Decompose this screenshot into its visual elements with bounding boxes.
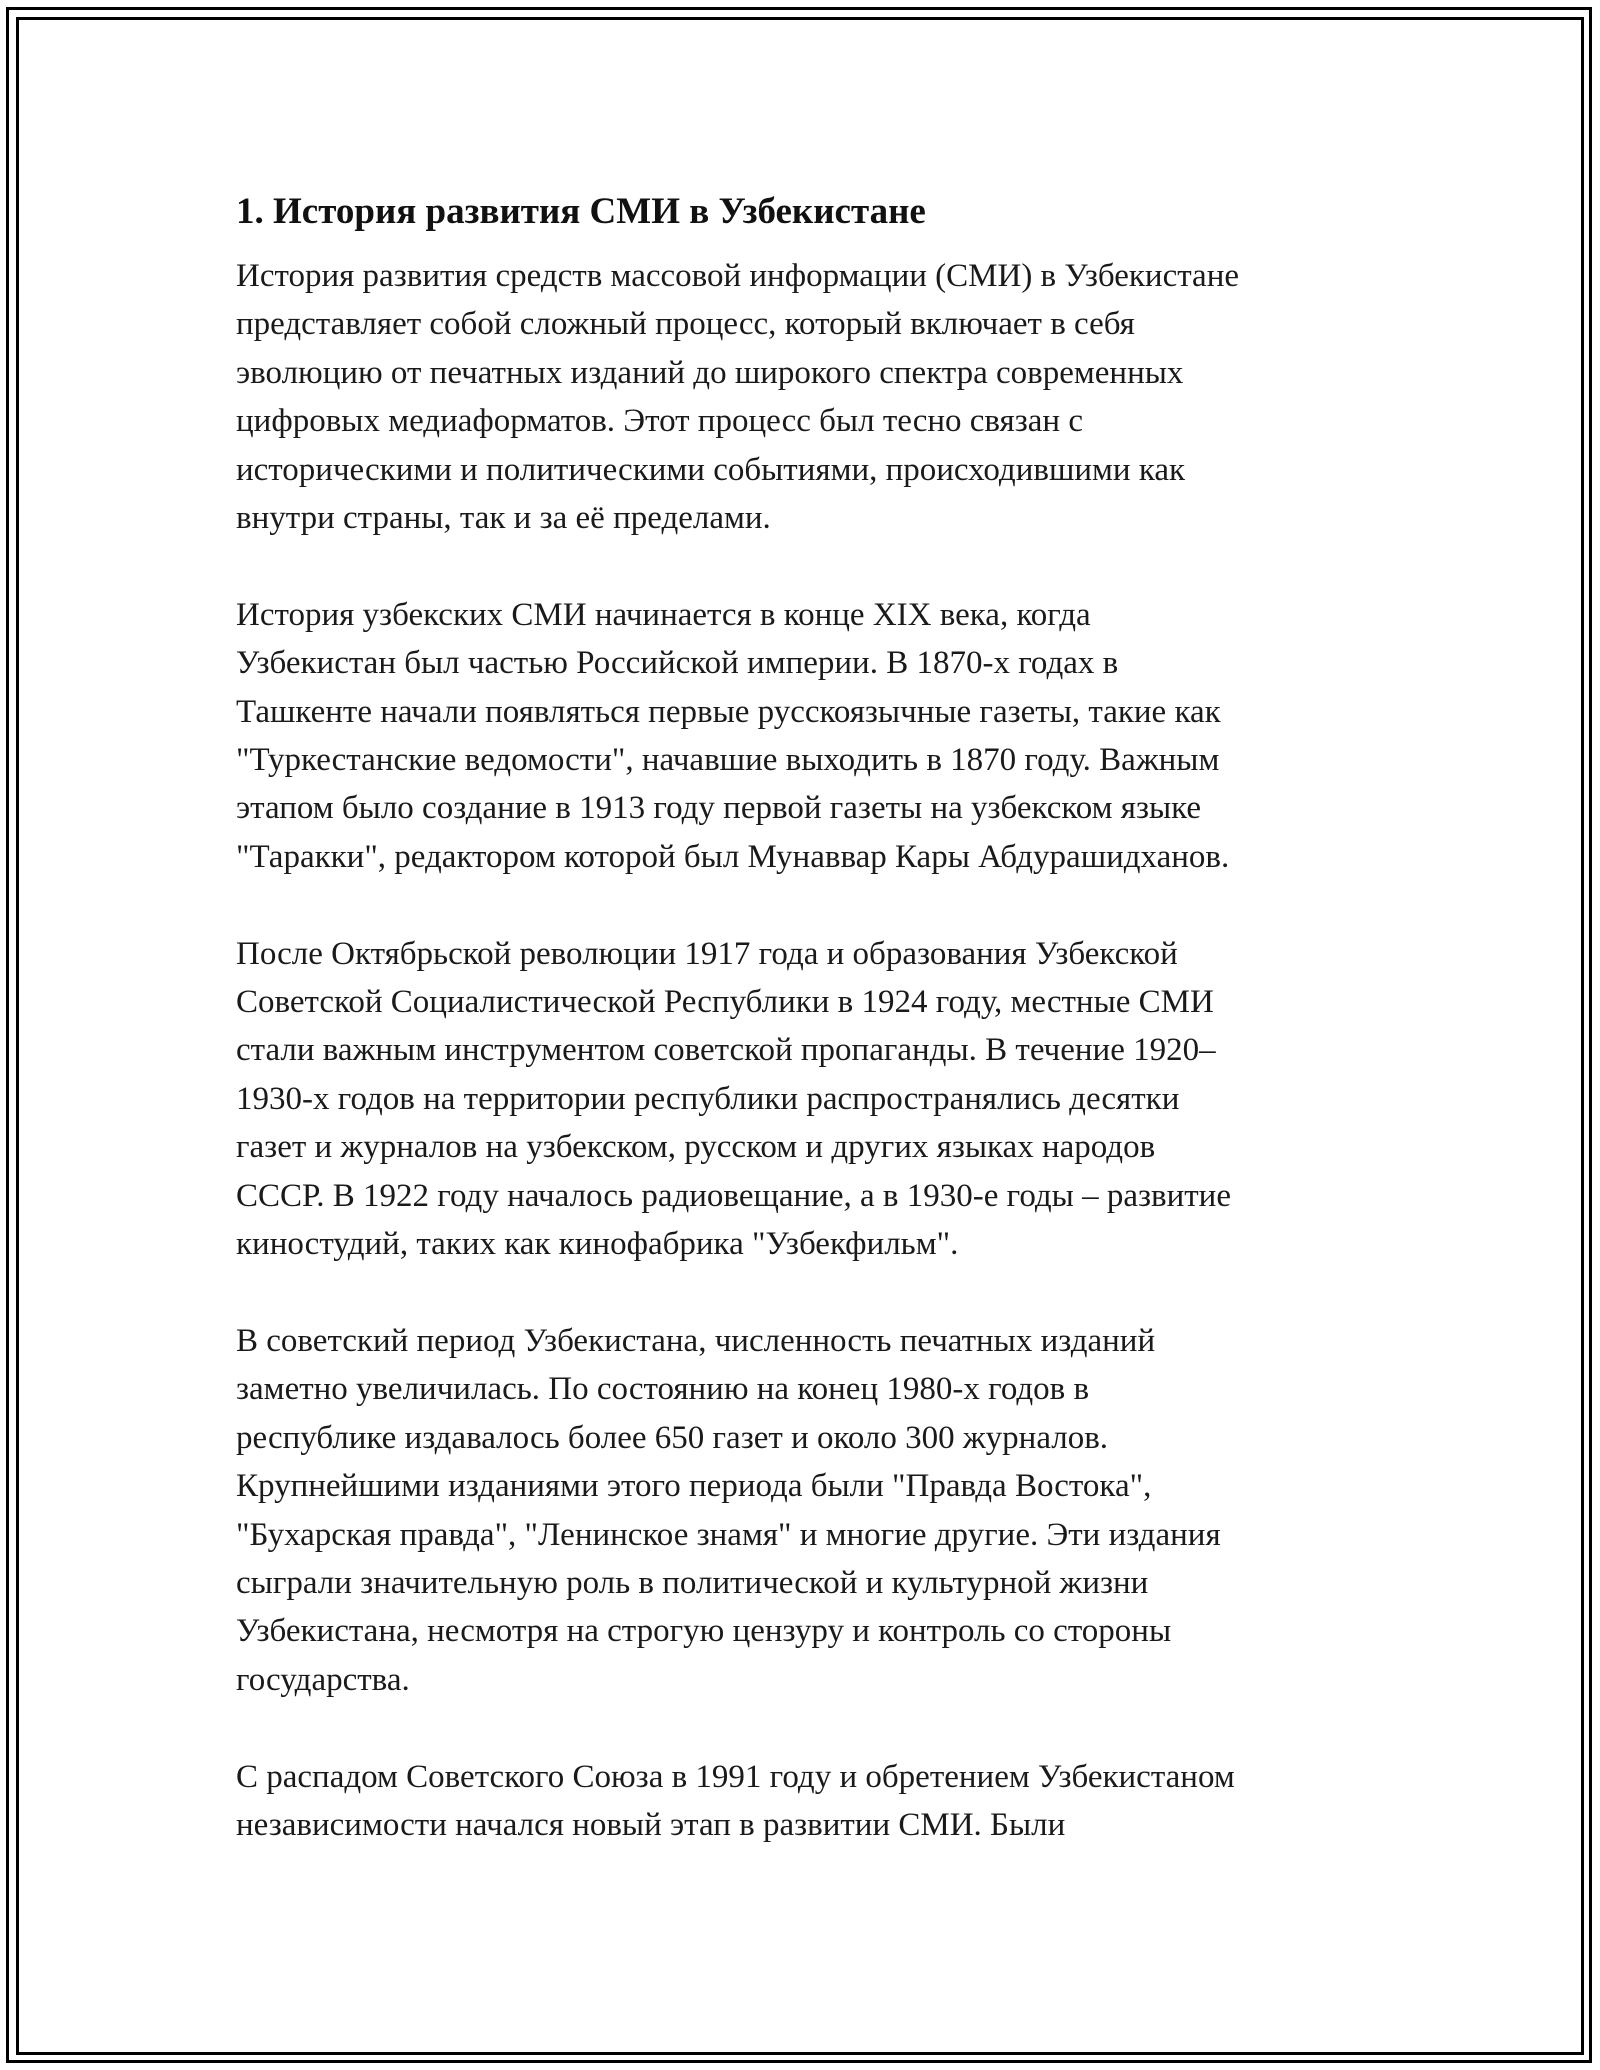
text-line: цифровых медиаформатов. Этот процесс был тесно связан с [236, 403, 1083, 440]
text-line: "Бухарская правда", "Ленинское знамя" и многие другие. Эти издания [236, 1516, 1221, 1553]
text-line: История узбекских СМИ начинается в конце XIX века, когда [236, 596, 1091, 633]
text-line: сыграли значительную роль в политической и культурной жизни [236, 1564, 1149, 1601]
text-line: этапом было создание в 1913 году первой газеты на узбекском языке [236, 790, 1202, 827]
paragraph [236, 930, 1376, 1269]
text-line: внутри страны, так и за её пределами. [236, 500, 771, 537]
text-line: республике издавалось более 650 газет и около 300 журналов. [236, 1419, 1109, 1456]
paragraph [236, 591, 1376, 881]
paragraph [236, 1317, 1376, 1704]
text-line: историческими и политическими событиями, происходившими как [236, 451, 1186, 488]
text-line: После Октябрьской революции 1917 года и образования Узбекской [236, 935, 1178, 972]
text-line: газет и журналов на узбекском, русском и других языках народов [236, 1129, 1156, 1166]
text-line: Советской Социалистической Республики в 1924 году, местные СМИ [236, 984, 1214, 1021]
text-line: эволюцию от печатных изданий до широкого спектра современных [236, 354, 1184, 391]
text-line: киностудий, таких как кинофабрика "Узбекфильм". [236, 1226, 959, 1263]
text-line: независимости начался новый этап в развитии СМИ. Были [236, 1806, 1066, 1843]
text-line: "Туркестанские ведомости", начавшие выходить в 1870 году. Важным [236, 742, 1220, 779]
text-line: заметно увеличилась. По состоянию на конец 1980-х годов в [236, 1371, 1090, 1408]
text-line: стали важным инструментом советской пропаганды. В течение 1920– [236, 1032, 1216, 1069]
text-line: Узбекистан был частью Российской империи. В 1870-х годах в [236, 645, 1119, 682]
paragraph [236, 1753, 1376, 1850]
document-page [236, 188, 1376, 1898]
text-line: государства. [236, 1661, 410, 1698]
text-line: Крупнейшими изданиями этого периода были "Правда Востока", [236, 1468, 1152, 1505]
text-line: Ташкенте начали появляться первые русскоязычные газеты, такие как [236, 693, 1221, 730]
text-line: Узбекистана, несмотря на строгую цензуру и контроль со стороны [236, 1613, 1172, 1650]
text-line: С распадом Советского Союза в 1991 году и обретением Узбекистаном [236, 1758, 1235, 1795]
paragraph [236, 252, 1376, 542]
text-line: История развития средств массовой информации (СМИ) в Узбекистане [236, 258, 1240, 294]
text-line: СССР. В 1922 году началось радиовещание, а в 1930-е годы – развитие [236, 1177, 1231, 1214]
text-line: 1930-х годов на территории республики распространялись десятки [236, 1080, 1180, 1117]
text-line: "Таракки", редактором которой был Мунаввар Кары Абдурашидханов. [236, 838, 1230, 875]
section-heading: 1. История развития СМИ в Узбекистане [236, 191, 926, 232]
text-line: В советский период Узбекистана, численность печатных изданий [236, 1322, 1156, 1359]
text-line: представляет собой сложный процесс, который включает в себя [236, 306, 1135, 343]
document-body [236, 252, 1376, 1849]
